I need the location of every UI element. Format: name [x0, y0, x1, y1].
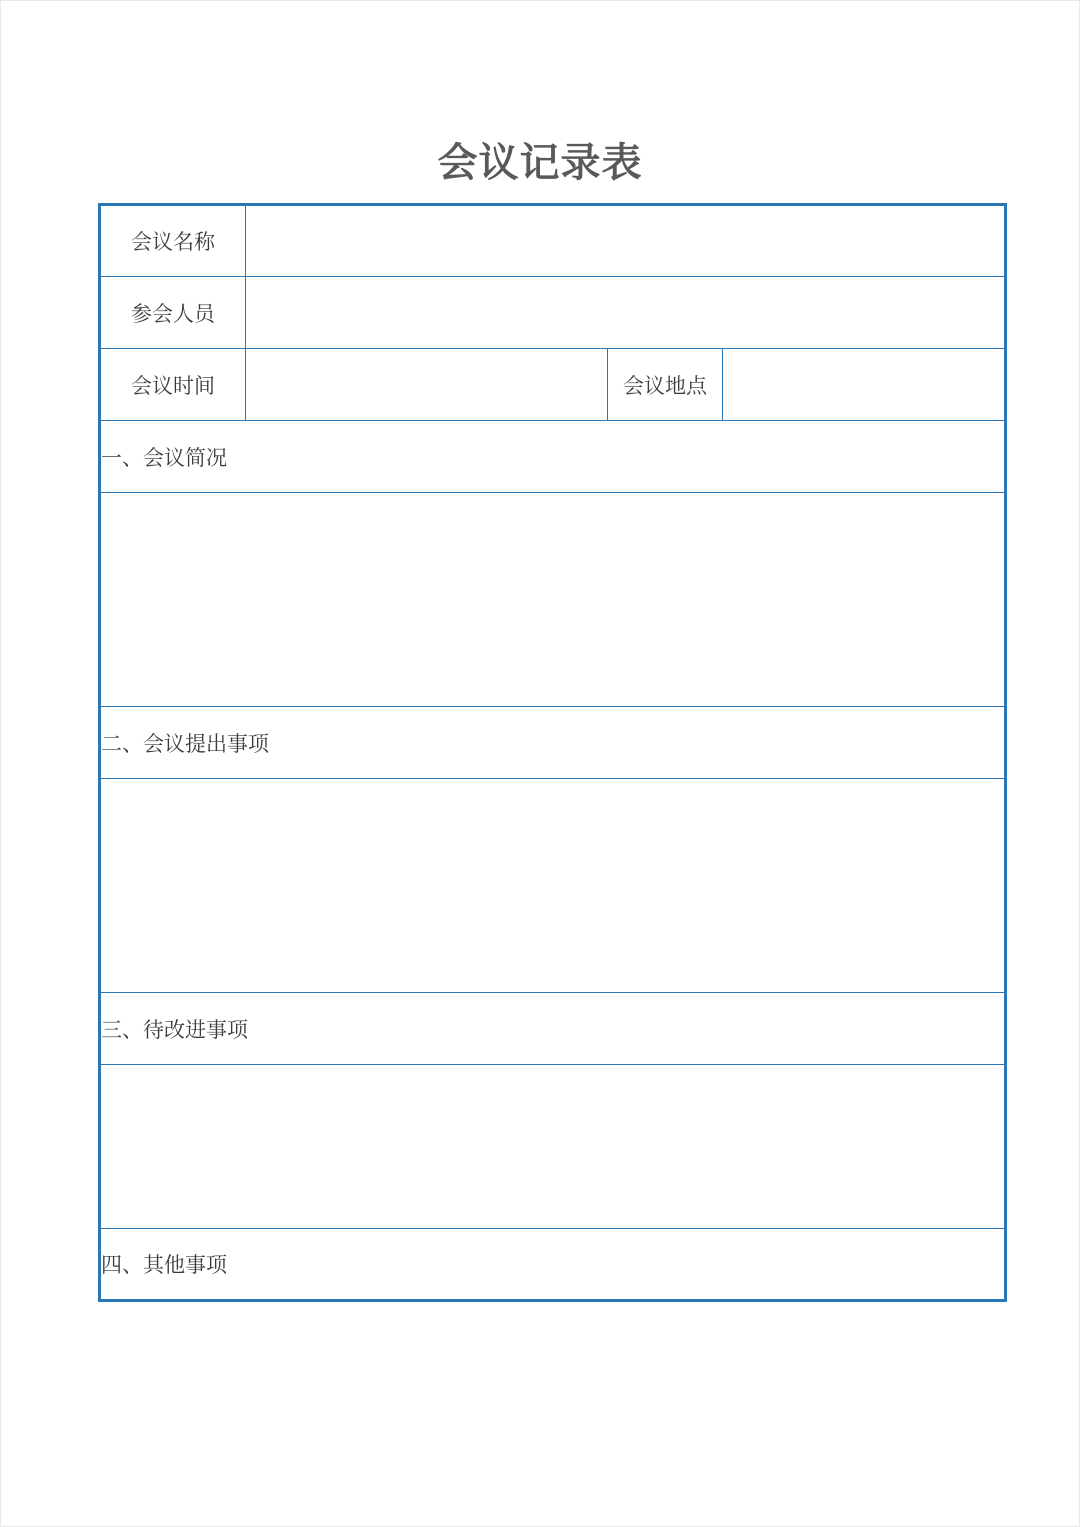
attendees-field[interactable] — [246, 277, 1006, 349]
meeting-name-field[interactable] — [246, 205, 1006, 277]
section-heading-other-items: 四、其他事项 — [100, 1229, 1006, 1301]
meeting-record-table — [98, 203, 1007, 1302]
meeting-location-field[interactable] — [723, 349, 1006, 421]
attendees-label: 参会人员 — [100, 277, 246, 349]
section-body-proposed-items[interactable] — [100, 779, 1006, 993]
meeting-name-label: 会议名称 — [100, 205, 246, 277]
meeting-time-label: 会议时间 — [100, 349, 246, 421]
section-heading-proposed-items: 二、会议提出事项 — [100, 707, 1006, 779]
section-body-overview[interactable] — [100, 493, 1006, 707]
section-body-improvements[interactable] — [100, 1065, 1006, 1229]
page-title: 会议记录表 — [437, 140, 643, 186]
section-heading-overview: 一、会议简况 — [100, 421, 1006, 493]
meeting-location-label: 会议地点 — [608, 349, 723, 421]
meeting-time-field[interactable] — [246, 349, 608, 421]
section-heading-improvements: 三、待改进事项 — [100, 993, 1006, 1065]
